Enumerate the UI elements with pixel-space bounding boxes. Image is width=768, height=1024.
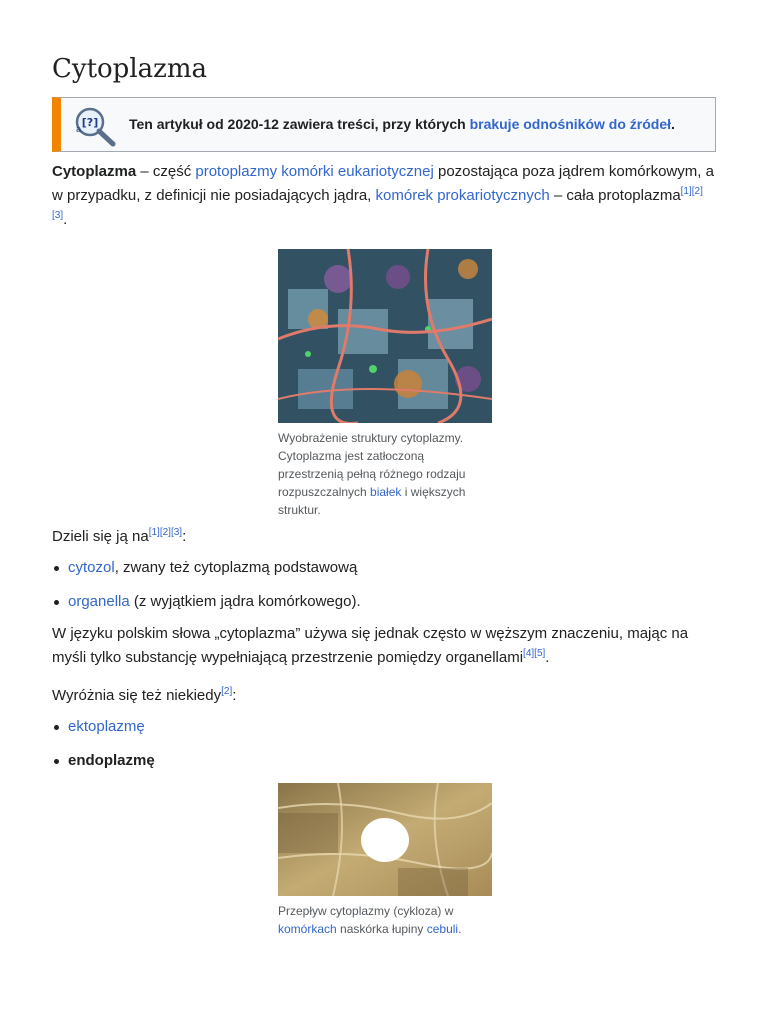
intro-paragraph: Cytoplazma – część protoplazmy komórki eukariotycznej pozostająca poza jądrem komórkowym, a w przypadku, z definicji nie posiadających jądra, komórek prokariotycznych – cała protoplazma[1][2][3]. <box>52 163 714 228</box>
link-ektoplazme[interactable]: ektoplazmę <box>68 718 145 735</box>
ref-2[interactable]: [2] <box>221 686 233 697</box>
figure-cyclosis <box>278 783 492 938</box>
citation-needed-box <box>52 97 716 152</box>
link-protoplazmy[interactable]: protoplazmy <box>195 163 278 180</box>
ref-5[interactable]: [5] <box>534 648 546 659</box>
ref-3[interactable]: [3] <box>52 210 64 221</box>
link-bialek[interactable]: białek <box>370 485 402 499</box>
cytoplasm-structure-image[interactable] <box>278 249 492 423</box>
ref-2[interactable]: [2] <box>691 186 703 197</box>
ref-3[interactable]: [3] <box>170 527 183 538</box>
ambox-icon-text: [?] <box>81 116 99 129</box>
link-komorek-prokariotycznych[interactable]: komórek prokariotycznych <box>375 187 550 204</box>
list-item <box>52 715 155 739</box>
link-cebuli[interactable]: cebuli <box>426 922 459 936</box>
svg-text:a: a <box>76 125 82 135</box>
question-magnifier-icon <box>71 104 119 148</box>
endoplazme-text: endoplazmę <box>68 752 155 769</box>
list-item <box>52 749 155 773</box>
ref-4[interactable]: [4] <box>523 648 535 659</box>
ref-1[interactable]: [1] <box>148 527 160 538</box>
link-komorkach[interactable]: komórkach <box>278 922 337 936</box>
ref-1[interactable]: [1] <box>680 186 692 197</box>
list-item: organella (z wyjątkiem jądra komórkowego). <box>52 590 361 614</box>
link-cytozol[interactable]: cytozol <box>68 559 115 576</box>
ref-2[interactable]: [2] <box>159 527 171 538</box>
page-title: Cytoplazma <box>52 54 207 84</box>
usage-paragraph: W języku polskim słowa „cytoplazma” używa się jednak często w węższym znaczeniu, mając na myśli tylko substancję wypełniającą przestrzenie pomiędzy organellami[4][5]. <box>52 625 689 666</box>
parts-list <box>52 556 361 624</box>
divides-paragraph: Dzieli się ją na[1][2][3]: <box>52 527 187 545</box>
link-komorki-eukariotycznej[interactable]: komórki eukariotycznej <box>281 163 434 180</box>
figure-caption: Wyobrażenie struktury cytoplazmy. Cytoplazma jest zatłoczoną przestrzenią pełną różnego rodzaju rozpuszczalnych białek i większych struktur. <box>278 431 466 517</box>
list-item: cytozol, zwany też cytoplazmą podstawową <box>52 556 361 580</box>
figure-caption: Przepływ cytoplazmy (cykloza) w komórkach naskórka łupiny cebuli. <box>278 904 462 936</box>
missing-sources-link[interactable]: brakuje odnośników do źródeł <box>469 116 672 132</box>
link-organella[interactable]: organella <box>68 593 130 610</box>
figure-cytoplasm-structure <box>278 249 492 519</box>
ambox-message: Ten artykuł od 2020-12 zawiera treści, przy których brakuje odnośników do źródeł. <box>129 116 675 132</box>
plasm-types-list <box>52 715 155 783</box>
distinguish-paragraph: Wyróżnia się też niekiedy[2]: <box>52 686 237 704</box>
onion-cells-image[interactable] <box>278 783 492 896</box>
